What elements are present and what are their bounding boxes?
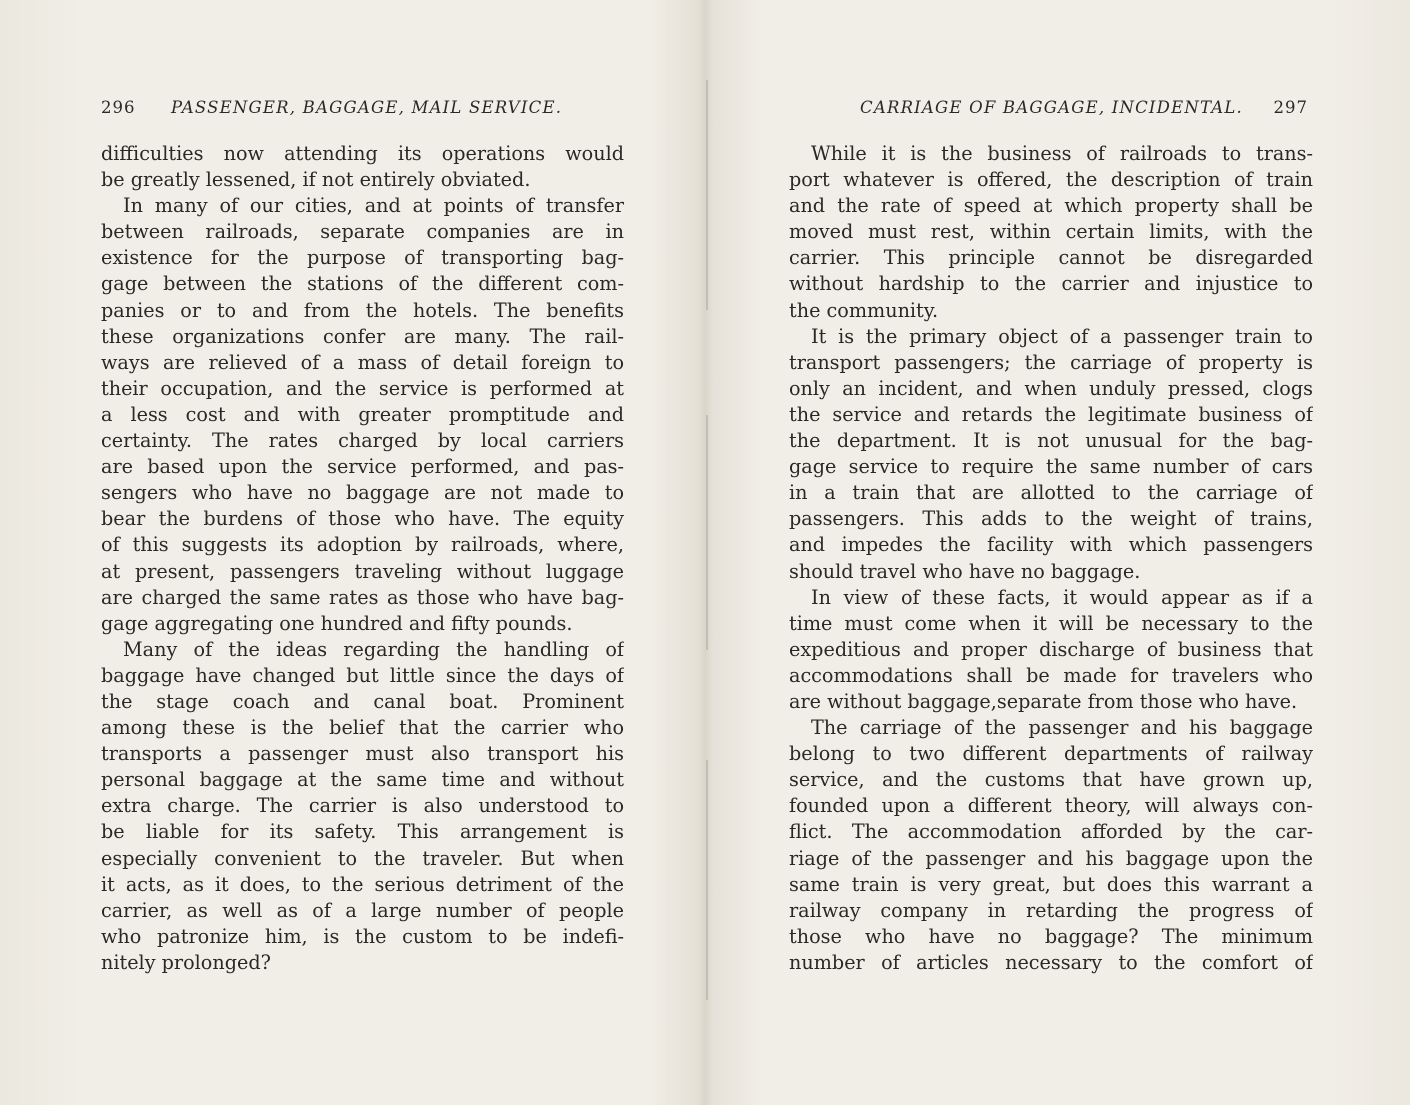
- text-line: gage between the stations of the different com-: [101, 272, 624, 296]
- text-line: service, and the customs that have grown up,: [789, 768, 1313, 792]
- text-line: difficulties now attending its operations would: [101, 142, 624, 165]
- left-page-number: 296: [101, 98, 136, 117]
- text-line: the community.: [789, 298, 939, 322]
- text-line: a less cost and with greater promptitude and: [101, 402, 624, 426]
- text-line: panies or to and from the hotels. The benefits: [101, 298, 624, 322]
- text-line: While it is the business of railroads to trans-: [811, 142, 1313, 165]
- text-line: among these is the belief that the carrier who: [101, 716, 624, 740]
- text-line: carrier, as well as of a large number of people: [101, 898, 624, 922]
- text-line: without hardship to the carrier and injustice to: [789, 272, 1313, 296]
- text-line: gage service to require the same number of cars: [789, 455, 1313, 479]
- text-line: the stage coach and canal boat. Prominent: [101, 689, 624, 713]
- text-line: riage of the passenger and his baggage upon the: [789, 846, 1313, 870]
- text-line: nitely prolonged?: [101, 950, 271, 974]
- text-line: the service and retards the legitimate business of: [789, 402, 1313, 426]
- text-line: the department. It is not unusual for the bag-: [789, 429, 1313, 453]
- text-line: belong to two different departments of railway: [789, 742, 1313, 766]
- text-line: number of articles necessary to the comfort of: [789, 950, 1313, 974]
- text-line: their occupation, and the service is performed at: [101, 376, 624, 400]
- text-line: at present, passengers traveling without luggage: [101, 559, 624, 583]
- text-line: expeditious and proper discharge of business that: [789, 637, 1313, 661]
- text-line: and the rate of speed at which property shall be: [789, 194, 1313, 218]
- text-line: gage aggregating one hundred and fifty pounds.: [101, 611, 573, 635]
- text-line: sengers who have no baggage are not made to: [101, 481, 624, 505]
- text-line: moved must rest, within certain limits, with the: [789, 220, 1313, 244]
- text-line: In many of our cities, and at points of transfer: [123, 194, 624, 218]
- text-line: be greatly lessened, if not entirely obviated.: [101, 168, 531, 192]
- text-line: flict. The accommodation afforded by the car-: [789, 820, 1313, 844]
- text-line: carrier. This principle cannot be disregarded: [789, 246, 1313, 270]
- text-line: same train is very great, but does this warrant a: [789, 872, 1313, 896]
- right-page: [705, 0, 1410, 1105]
- text-line: The carriage of the passenger and his baggage: [811, 716, 1313, 740]
- text-line: bear the burdens of those who have. The equity: [101, 507, 624, 531]
- text-line: founded upon a different theory, will always con-: [789, 794, 1313, 818]
- text-line: port whatever is offered, the description of train: [789, 168, 1313, 192]
- text-line: should travel who have no baggage.: [789, 559, 1141, 583]
- text-line: and impedes the facility with which passengers: [789, 533, 1313, 557]
- text-line: railway company in retarding the progress of: [789, 898, 1313, 922]
- text-line: those who have no baggage? The minimum: [789, 924, 1313, 948]
- text-line: personal baggage at the same time and without: [101, 768, 624, 792]
- text-line: Many of the ideas regarding the handling of: [123, 637, 624, 661]
- text-line: extra charge. The carrier is also understood to: [101, 794, 624, 818]
- text-line: between railroads, separate companies are in: [101, 220, 624, 244]
- text-line: who patronize him, is the custom to be indefi-: [101, 924, 624, 948]
- right-page-number: 297: [1273, 98, 1308, 117]
- text-line: ways are relieved of a mass of detail foreign to: [101, 350, 624, 374]
- text-line: are based upon the service performed, and pas-: [101, 455, 624, 479]
- text-line: transports a passenger must also transport his: [101, 742, 624, 766]
- text-line: it acts, as it does, to the serious detriment of the: [101, 872, 624, 896]
- text-line: certainty. The rates charged by local carriers: [101, 429, 624, 453]
- text-line: these organizations confer are many. The rail-: [101, 324, 624, 348]
- left-running-head: PASSENGER, BAGGAGE, MAIL SERVICE.: [171, 98, 563, 117]
- text-line: be liable for its safety. This arrangement is: [101, 820, 624, 844]
- text-line: In view of these facts, it would appear as if a: [811, 585, 1313, 609]
- text-line: are charged the same rates as those who have bag-: [101, 585, 624, 609]
- text-line: baggage have changed but little since the days of: [101, 663, 624, 687]
- text-line: in a train that are allotted to the carriage of: [789, 481, 1313, 505]
- text-line: transport passengers; the carriage of property is: [789, 350, 1313, 374]
- text-line: time must come when it will be necessary to the: [789, 611, 1313, 635]
- text-line: especially convenient to the traveler. But when: [101, 846, 624, 870]
- text-line: are without baggage,separate from those who have.: [789, 689, 1298, 713]
- text-line: existence for the purpose of transporting bag-: [101, 246, 624, 270]
- text-line: accommodations shall be made for travelers who: [789, 663, 1313, 687]
- right-running-head: CARRIAGE OF BAGGAGE, INCIDENTAL.: [860, 98, 1243, 117]
- text-line: only an incident, and when unduly pressed, clogs: [789, 376, 1313, 400]
- text-line: passengers. This adds to the weight of trains,: [789, 507, 1313, 531]
- left-page-body: [101, 141, 624, 976]
- right-page-body: [789, 141, 1313, 976]
- text-line: of this suggests its adoption by railroads, where,: [101, 533, 624, 557]
- text-line: It is the primary object of a passenger train to: [811, 324, 1313, 348]
